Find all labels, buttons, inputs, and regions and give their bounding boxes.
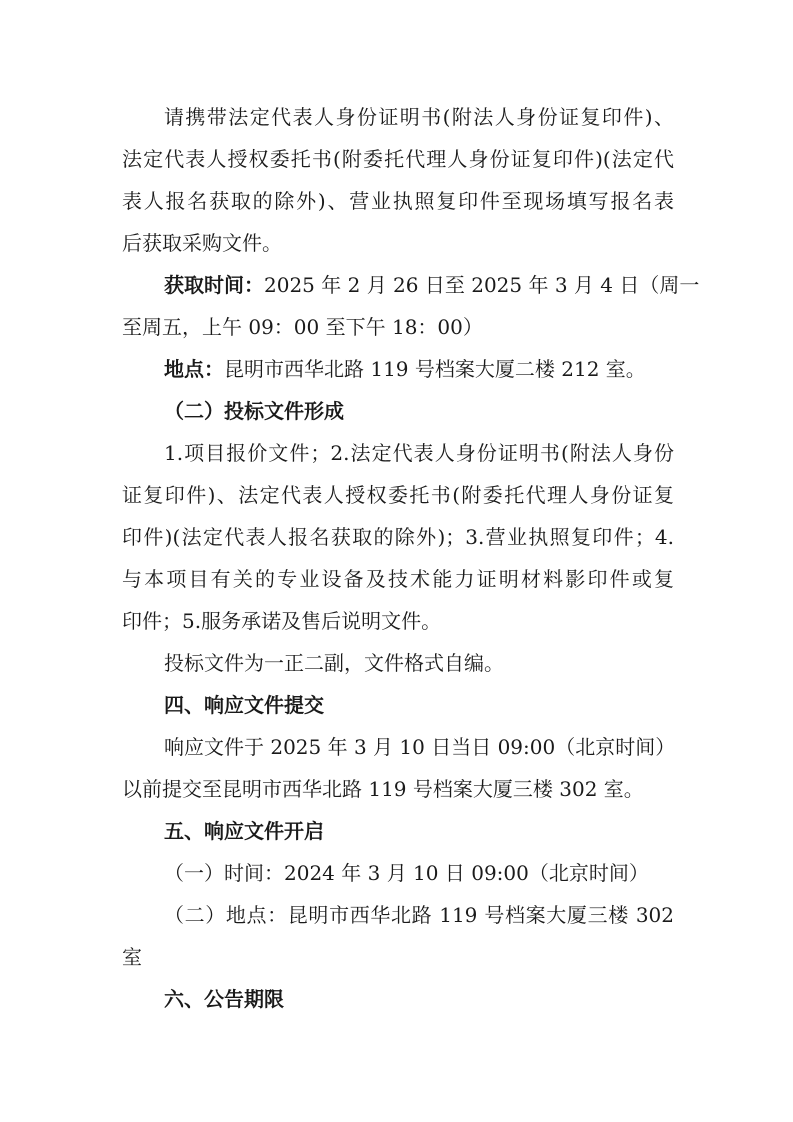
document-page bbox=[122, 0, 700, 1122]
paragraph-line: 1.项目报价文件；2.法定代表人身份证明书(附法人身份 bbox=[164, 441, 674, 465]
open-time-line: （一）时间：2024 年 3 月 10 日 09:00（北京时间） bbox=[164, 861, 649, 885]
acquire-time-value: 2025 年 2 月 26 日至 2025 年 3 月 4 日（周一 bbox=[264, 273, 700, 297]
location-value: 昆明市西华北路 119 号档案大厦二楼 212 室。 bbox=[224, 357, 646, 381]
acquire-time-label: 获取时间： bbox=[164, 273, 264, 297]
paragraph-line: 印件；5.服务承诺及售后说明文件。 bbox=[122, 609, 442, 633]
paragraph-line: 证复印件)、法定代表人授权委托书(附委托代理人身份证复 bbox=[122, 483, 674, 507]
paragraph-line: 表人报名获取的除外)、营业执照复印件至现场填写报名表 bbox=[122, 189, 674, 213]
section-title: 四、响应文件提交 bbox=[164, 693, 324, 717]
section-title: 五、响应文件开启 bbox=[164, 819, 324, 843]
paragraph-line: 与本项目有关的专业设备及技术能力证明材料影印件或复 bbox=[122, 567, 674, 591]
paragraph-line: 请携带法定代表人身份证明书(附法人身份证复印件)、 bbox=[164, 105, 674, 129]
paragraph-line: 响应文件于 2025 年 3 月 10 日当日 09:00（北京时间） bbox=[164, 735, 676, 759]
paragraph-line: 投标文件为一正二副，文件格式自编。 bbox=[164, 651, 504, 675]
open-place-line-2: 室 bbox=[122, 945, 142, 969]
section-title: 六、公告期限 bbox=[164, 987, 284, 1011]
location-line bbox=[164, 356, 674, 382]
acquire-time-line-2: 至周五，上午 09：00 至下午 18：00） bbox=[122, 315, 483, 339]
paragraph-line: 以前提交至昆明市西华北路 119 号档案大厦三楼 302 室。 bbox=[122, 777, 644, 801]
paragraph-line: 印件)(法定代表人报名获取的除外)；3.营业执照复印件；4. bbox=[122, 525, 674, 549]
paragraph-line: 后获取采购文件。 bbox=[122, 231, 282, 255]
acquire-time-line bbox=[164, 272, 700, 298]
open-place-line: （二）地点：昆明市西华北路 119 号档案大厦三楼 302 bbox=[164, 903, 674, 927]
subsection-title: （二）投标文件形成 bbox=[164, 399, 344, 423]
paragraph-line: 法定代表人授权委托书(附委托代理人身份证复印件)(法定代 bbox=[122, 147, 674, 171]
location-label: 地点： bbox=[164, 357, 224, 381]
